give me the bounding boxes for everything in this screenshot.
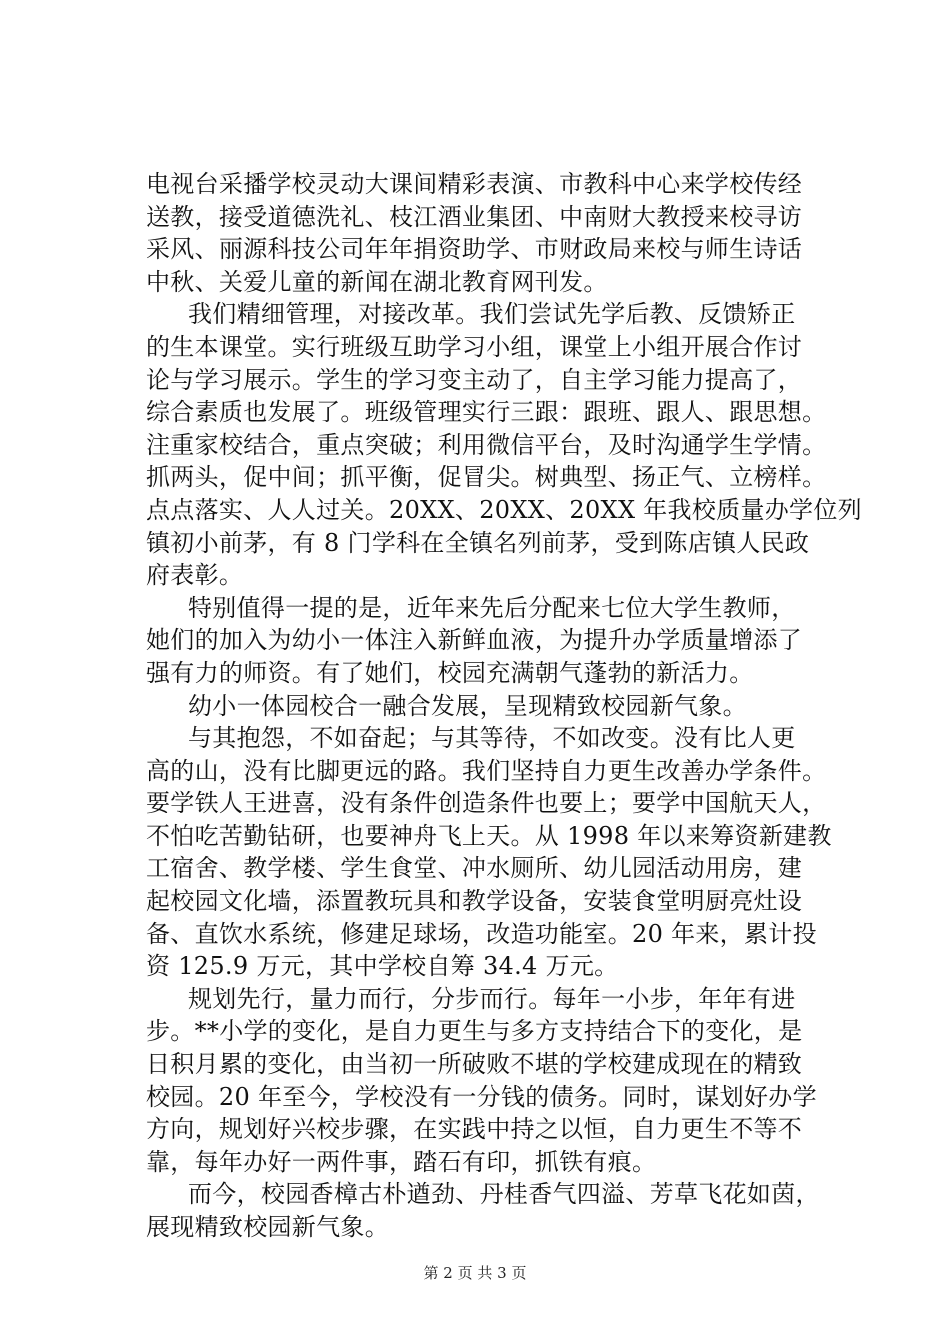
paragraph-first-line: 我们精细管理，对接改革。我们尝试先学后教、反馈矫正 [188,300,796,329]
text-line: 展现精致校园新气象。 [146,1213,389,1241]
text-line: 点点落实、人人过关。20XX、20XX、20XX 年我校质量办学位列 [146,495,862,524]
paragraph-first-line: 幼小一体园校合一融合发展，呈现精致校园新气象。 [188,691,747,720]
text-line: 要学铁人王进喜，没有条件创造条件也要上；要学中国航天人， [146,789,827,818]
text-line: 资 125.9 万元，其中学校自筹 34.4 万元。 [146,952,619,981]
text-line: 靠，每年办好一两件事，踏石有印，抓铁有痕。 [146,1147,657,1176]
page-number-footer: 第 2 页 共 3 页 [423,1264,527,1282]
document-body [146,168,862,1244]
text-line: 她们的加入为幼小一体注入新鲜血液，为提升办学质量增添了 [146,626,803,655]
text-line: 不怕吃苦勤钻研，也要神舟飞上天。从 1998 年以来筹资新建教 [146,821,832,850]
paragraph-first-line: 规划先行，量力而行，分步而行。每年一小步，年年有进 [188,984,796,1013]
text-line: 的生本课堂。实行班级互助学习小组，课堂上小组开展合作讨 [146,332,803,361]
text-line: 注重家校结合，重点突破；利用微信平台，及时沟通学生学情。 [146,430,827,459]
text-line: 镇初小前茅，有 8 门学科在全镇名列前茅，受到陈店镇人民政 [146,528,810,557]
text-line: 府表彰。 [146,561,244,590]
text-line: 高的山，没有比脚更远的路。我们坚持自力更生改善办学条件。 [146,756,827,785]
text-line: 工宿舍、教学楼、学生食堂、冲水厕所、幼儿园活动用房，建 [146,854,803,883]
text-line: 方向，规划好兴校步骤，在实践中持之以恒，自力更生不等不 [146,1115,803,1144]
paragraph-first-line: 特别值得一提的是，近年来先后分配来七位大学生教师， [188,593,796,622]
paragraph-first-line: 与其抱怨，不如奋起；与其等待，不如改变。没有比人更 [188,724,796,753]
text-line: 日积月累的变化，由当初一所破败不堪的学校建成现在的精致 [146,1050,803,1079]
text-line: 抓两头，促中间；抓平衡，促冒尖。树典型、扬正气、立榜样。 [146,463,827,492]
text-line: 强有力的师资。有了她们，校园充满朝气蓬勃的新活力。 [146,658,754,687]
text-line: 备、直饮水系统，修建足球场，改造功能室。20 年来，累计投 [146,919,817,948]
text-line: 论与学习展示。学生的学习变主动了，自主学习能力提高了， [146,365,803,394]
text-line: 采风、丽源科技公司年年捐资助学、市财政局来校与师生诗话 [146,235,803,264]
text-line: 校园。20 年至今，学校没有一分钱的债务。同时，谋划好办学 [146,1082,817,1111]
text-line: 起校园文化墙，添置教玩具和教学设备，安装食堂明厨亮灶设 [146,887,803,916]
text-line: 送教，接受道德洗礼、枝江酒业集团、中南财大教授来校寻访 [146,202,803,231]
text-line: 电视台采播学校灵动大课间精彩表演、市教科中心来学校传经 [146,170,803,198]
text-line: 中秋、关爱儿童的新闻在湖北教育网刊发。 [146,267,608,296]
text-line: 综合素质也发展了。班级管理实行三跟：跟班、跟人、跟思想。 [146,398,827,427]
paragraph-first-line: 而今，校园香樟古朴遒劲、丹桂香气四溢、芳草飞花如茵， [188,1180,820,1209]
text-line: 步。**小学的变化，是自力更生与多方支持结合下的变化，是 [146,1017,803,1046]
